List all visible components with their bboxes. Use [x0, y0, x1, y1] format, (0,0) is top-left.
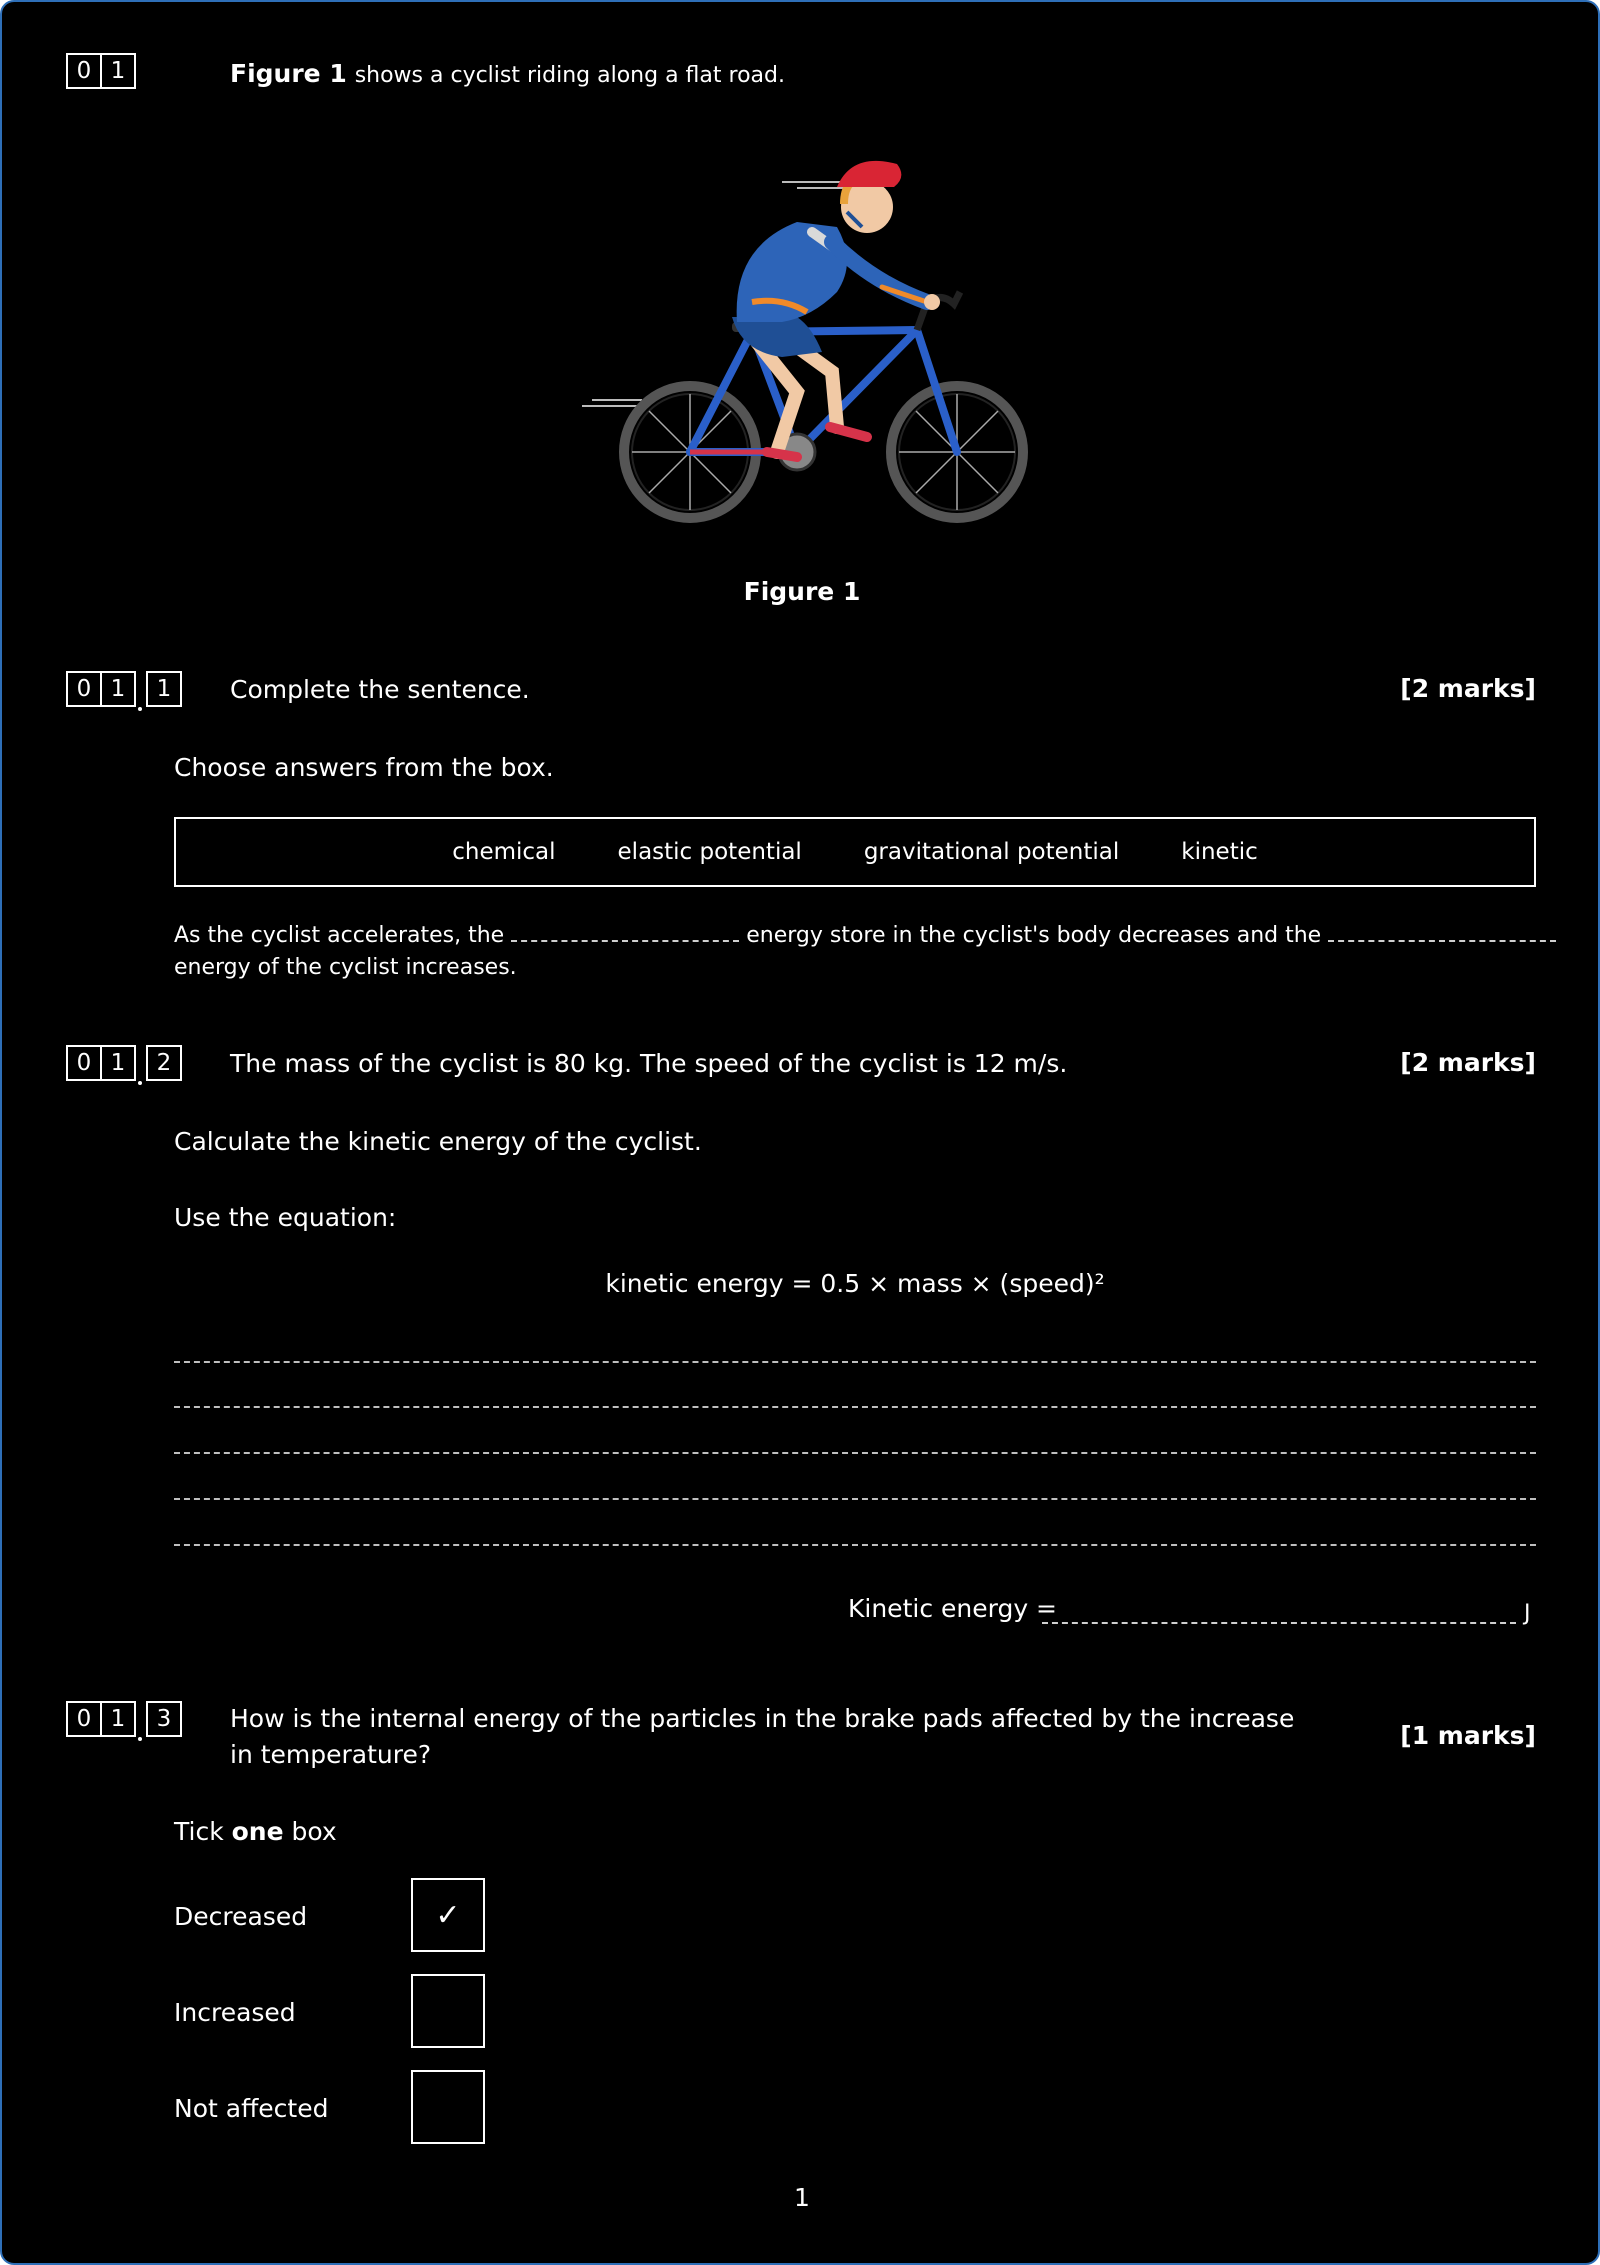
part-digit: 0 — [66, 1701, 102, 1737]
fill-in-sentence — [174, 920, 1544, 952]
part-digit: 0 — [66, 1045, 102, 1081]
part-digit: 1 — [100, 1701, 136, 1737]
question-digit: 0 — [66, 53, 102, 89]
working-line[interactable] — [174, 1452, 1536, 1454]
part-digit: 1 — [146, 671, 182, 707]
tick-pre: Tick — [174, 1817, 224, 1846]
choice-chemical: chemical — [452, 839, 556, 865]
choice-gravitational-potential: gravitational potential — [863, 839, 1120, 865]
checkbox-increased[interactable] — [411, 1974, 485, 2048]
tick-bold: one — [231, 1817, 284, 1846]
part2-marks: [2 marks] — [1400, 1048, 1536, 1077]
figure-caption: Figure 1 — [743, 577, 861, 606]
part-digit: 0 — [66, 671, 102, 707]
part-number-box — [66, 671, 180, 707]
part3-marks: [1 marks] — [1400, 1721, 1536, 1750]
working-line[interactable] — [174, 1498, 1536, 1500]
option-label-decreased: Decreased — [174, 1902, 308, 1931]
choice-elastic-potential: elastic potential — [617, 839, 802, 865]
blank-2[interactable] — [1328, 926, 1556, 942]
cyclist-illustration — [582, 152, 1042, 542]
question-digit: 1 — [100, 53, 136, 89]
sentence-part-c: energy of the cyclist increases. — [174, 955, 517, 980]
answer-line[interactable] — [1042, 1622, 1516, 1624]
choice-kinetic: kinetic — [1181, 839, 1258, 865]
sentence-part-a: As the cyclist accelerates, the — [174, 923, 505, 948]
check-mark-icon: ✓ — [435, 1897, 461, 1933]
checkbox-decreased[interactable] — [411, 1878, 485, 1952]
equation: kinetic energy = 0.5 × mass × (speed)² — [605, 1269, 1105, 1298]
part1-marks: [2 marks] — [1400, 674, 1536, 703]
part-digit: 2 — [146, 1045, 182, 1081]
blank-1[interactable] — [511, 926, 739, 942]
part-digit: 3 — [146, 1701, 182, 1737]
tick-post: box — [291, 1817, 337, 1846]
part-separator-dot — [134, 671, 144, 707]
figure-ref: Figure 1 — [230, 59, 347, 88]
intro-text: shows a cyclist riding along a flat road. — [354, 63, 785, 88]
part1-prompt: Complete the sentence. — [230, 675, 530, 704]
question-number-box — [66, 53, 134, 89]
question-intro — [230, 58, 785, 92]
page-number: 1 — [794, 2183, 810, 2212]
answer-choice-box — [174, 817, 1536, 887]
part-digit: 1 — [100, 671, 136, 707]
answer-label: Kinetic energy = — [848, 1594, 1058, 1623]
part3-prompt-line1: How is the internal energy of the particles in the brake pads affected by the increase — [230, 1704, 1295, 1733]
part-digit: 1 — [100, 1045, 136, 1081]
part1-instruction: Choose answers from the box. — [174, 753, 554, 782]
use-equation-label: Use the equation: — [174, 1203, 397, 1232]
part2-prompt: The mass of the cyclist is 80 kg. The speed of the cyclist is 12 m/s. — [230, 1049, 1068, 1078]
working-line[interactable] — [174, 1361, 1536, 1363]
part-separator-dot — [134, 1701, 144, 1737]
answer-unit: J — [1524, 1601, 1531, 1626]
working-line[interactable] — [174, 1406, 1536, 1408]
checkbox-not-affected[interactable] — [411, 2070, 485, 2144]
part-number-box — [66, 1045, 180, 1081]
part2-instruction: Calculate the kinetic energy of the cyclist. — [174, 1127, 702, 1156]
part-separator-dot — [134, 1045, 144, 1081]
part-number-box — [66, 1701, 180, 1737]
tick-instruction — [174, 1816, 337, 1848]
option-label-increased: Increased — [174, 1998, 296, 2027]
sentence-part-b: energy store in the cyclist's body decreases and the — [746, 923, 1322, 948]
option-label-not-affected: Not affected — [174, 2094, 329, 2123]
part3-prompt-line2: in temperature? — [230, 1740, 432, 1769]
working-line[interactable] — [174, 1544, 1536, 1546]
